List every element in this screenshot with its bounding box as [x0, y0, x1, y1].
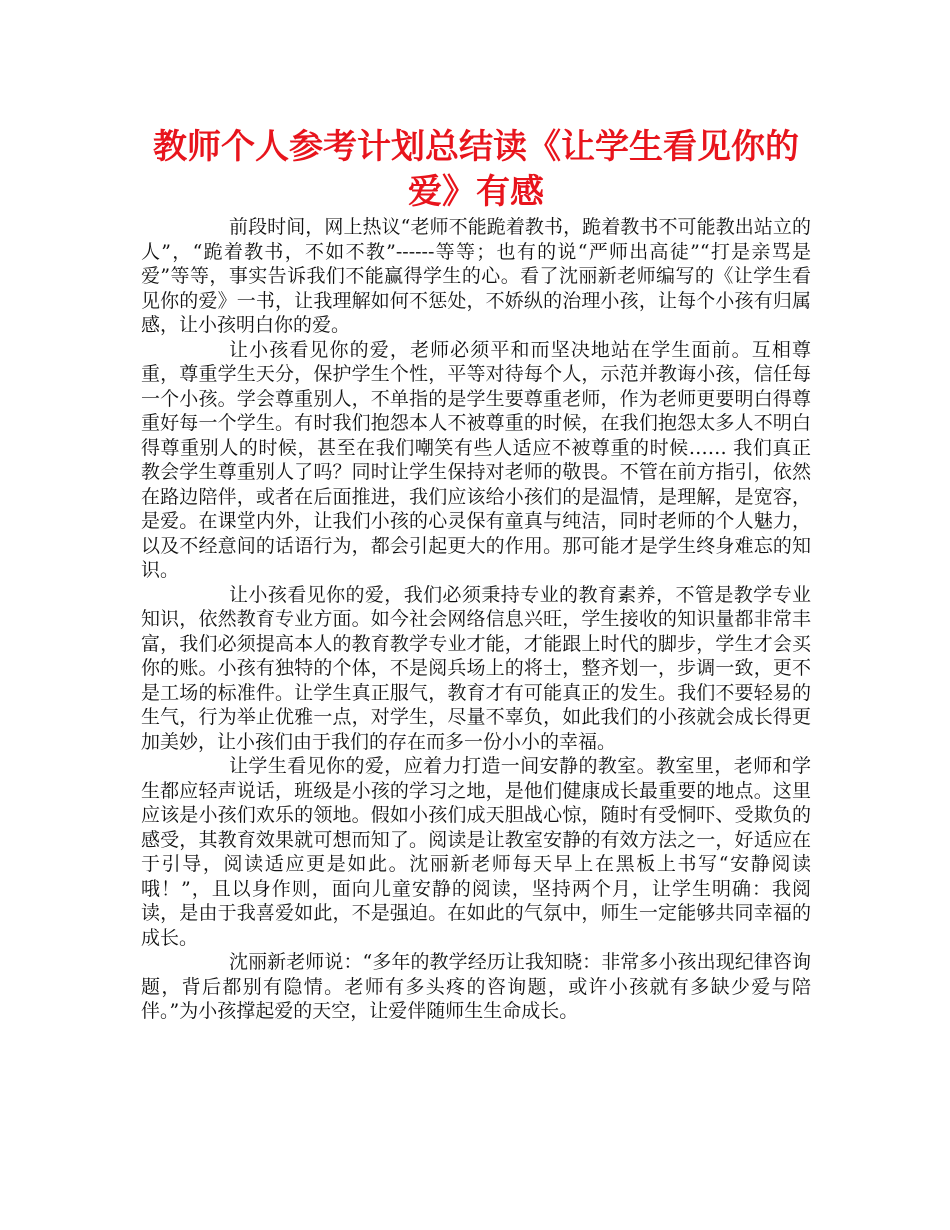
document-title: 教师个人参考计划总结读《让学生看见你的爱》有感 [153, 127, 799, 212]
document-page [141, 125, 811, 1024]
paragraph: 让小孩看见你的爱，我们必须秉持专业的教育素养，不管是教学专业知识，依然教育专业方面。如今社会网络信息兴旺，学生接收的知识量都非常丰富，我们必须提高本人的教育教学专业才能，才能跟上时代的脚步，学生才会买你的账。小孩有独特的个体，不是阅兵场上的将士，整齐划一，步调一致，更不是工场的标准件。让学生真正服气，教育才有可能真正的发生。我们不要轻易的生气，行为举止优雅一点，对学生，尽量不辜负，如此我们的小孩就会成长得更加美妙，让小孩们由于我们的存在而多一份小小的幸福。 [141, 583, 811, 753]
paragraph: 沈丽新老师说：“多年的教学经历让我知晓：非常多小孩出现纪律咨询题，背后都别有隐情。老师有多头疼的咨询题，或许小孩就有多缺少爱与陪伴。”为小孩撑起爱的天空，让爱伴随师生生命成长。 [141, 951, 811, 1022]
paragraph: 让小孩看见你的爱，老师必须平和而坚决地站在学生面前。互相尊重，尊重学生天分，保护学生个性，平等对待每个人，示范并教诲小孩，信任每一个小孩。学会尊重别人，不单指的是学生要尊重老师，作为老师更要明白得尊重好每一个学生。有时我们抱怨本人不被尊重的时候，在我们抱怨太多人不明白得尊重别人的时候，甚至在我们嘲笑有些人适应不被尊重的时候…… 我们真正教会学生尊重别人了吗？同时让学生保持对老师的敬畏。不管在前方指引，依然在路边陪伴，或者在后面推进，我们应该给小孩们的是温情，是理解，是宽容，是爱。在课堂内外，让我们小孩的心灵保有童真与纯洁，同时老师的个人魅力，以及不经意间的话语行为，都会引起更大的作用。那可能才是学生终身难忘的知识。 [141, 338, 811, 581]
document-body [141, 215, 811, 1024]
paragraph: 让学生看见你的爱，应着力打造一间安静的教室。教室里，老师和学生都应轻声说话，班级是小孩的学习之地，是他们健康成长最重要的地点。这里应该是小孩们欢乐的领地。假如小孩们成天胆战心惊，随时有受恫吓、受欺负的感受，其教育效果就可想而知了。阅读是让教室安静的有效方法之一，好适应在于引导，阅读适应更是如此。沈丽新老师每天早上在黑板上书写“安静阅读哦！”，且以身作则，面向儿童安静的阅读，坚持两个月，让学生明确：我阅读，是由于我喜爱如此，不是强迫。在如此的气氛中，师生一定能够共同幸福的成长。 [141, 755, 811, 949]
paragraph: 前段时间，网上热议“老师不能跪着教书，跪着教书不可能教出站立的人”，“跪着教书，不如不教”------等等；也有的说“严师出高徒”“打是亲骂是爱”等等，事实告诉我们不能赢得学生的心。看了沈丽新老师编写的《让学生看见你的爱》一书，让我理解如何不惩处，不娇纵的治理小孩，让每个小孩有归属感，让小孩明白你的爱。 [141, 216, 811, 336]
